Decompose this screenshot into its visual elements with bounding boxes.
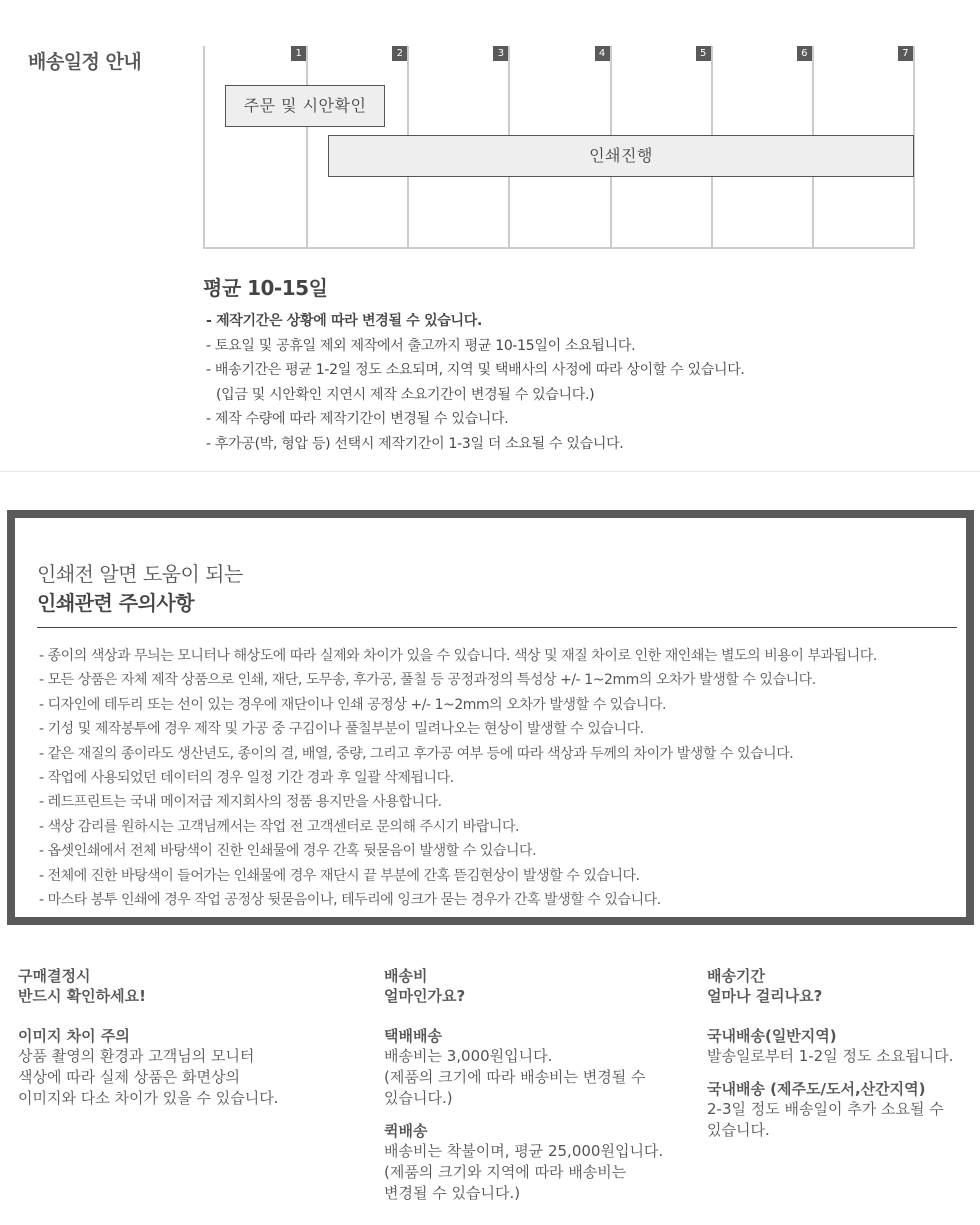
caution-item: - 모든 상품은 자체 제작 상품으로 인쇄, 재단, 도무송, 후가공, 풀칠 등 공정과정의 특성상 +/- 1~2mm의 오차가 발생할 수 있습니다. <box>39 672 816 689</box>
caution-item: - 마스타 봉투 인쇄에 경우 작업 공정상 뒷묻음이나, 테두리에 잉크가 묻는 경우가 간혹 발생할 수 있습니다. <box>39 892 661 909</box>
caution-item: - 기성 및 제작봉투에 경우 제작 및 가공 중 구김이나 풀칠부분이 밀려나오는 현상이 발생할 수 있습니다. <box>39 721 644 738</box>
info-text: 배송비는 3,000원입니다. <box>384 1047 553 1065</box>
info-heading: 배송비 <box>384 967 428 985</box>
caution-item: - 작업에 사용되었던 데이터의 경우 일정 기간 경과 후 일괄 삭제됩니다. <box>39 770 454 787</box>
section-divider <box>0 471 980 472</box>
schedule-bar-order-proof: 주문 및 시안확인 <box>225 85 385 127</box>
info-shipping-cost <box>384 966 684 1204</box>
info-subheading: 국내배송 (제주도/도서,산간지역) <box>707 1080 926 1098</box>
info-text: 있습니다.) <box>384 1089 453 1107</box>
day-number: 4 <box>595 46 610 61</box>
info-heading: 얼마인가요? <box>384 987 466 1005</box>
info-text: 색상에 따라 실제 상품은 화면상의 <box>18 1068 240 1086</box>
caution-item: - 전체에 진한 바탕색이 들어가는 인쇄물에 경우 재단시 끝 부분에 간혹 뜯김현상이 발생할 수 있습니다. <box>39 867 640 884</box>
caution-item: - 옵셋인쇄에서 전체 바탕색이 진한 인쇄물에 경우 간혹 뒷묻음이 발생할 수 있습니다. <box>39 843 537 860</box>
day-number: 6 <box>797 46 812 61</box>
day-number: 1 <box>291 46 306 61</box>
info-text: 이미지와 다소 차이가 있을 수 있습니다. <box>18 1089 279 1107</box>
schedule-title: 배송일정 안내 <box>28 51 142 73</box>
info-heading: 얼마나 걸리나요? <box>707 987 823 1005</box>
caution-subtitle: 인쇄전 알면 도움이 되는 <box>37 562 243 586</box>
info-heading: 반드시 확인하세요! <box>18 987 146 1005</box>
info-text: 있습니다. <box>707 1121 770 1139</box>
info-subheading: 국내배송(일반지역) <box>707 1027 837 1045</box>
caution-item: - 디자인에 테두리 또는 선이 있는 경우에 재단이나 인쇄 공정상 +/- 1~2mm의 오차가 발생할 수 있습니다. <box>39 696 667 713</box>
caution-item: - 색상 감리를 원하시는 고객님께서는 작업 전 고객센터로 문의해 주시기 바랍니다. <box>39 818 520 835</box>
note-item: (입금 및 시안확인 지연시 제작 소요기간이 변경될 수 있습니다.) <box>216 386 595 403</box>
caution-list <box>39 644 877 912</box>
info-purchase <box>18 966 348 1109</box>
info-heading: 배송기간 <box>707 967 765 985</box>
info-text: 발송일로부터 1-2일 정도 소요됩니다. <box>707 1047 954 1065</box>
note-item: - 후가공(박, 형압 등) 선택시 제작기간이 1-3일 더 소요될 수 있습니다. <box>206 435 624 452</box>
day-number: 3 <box>493 46 508 61</box>
caution-box <box>7 510 974 925</box>
note-item: - 배송기간은 평균 1-2일 정도 소요되며, 지역 및 택배사의 사정에 따라 상이할 수 있습니다. <box>206 362 745 378</box>
day-number: 2 <box>392 46 407 61</box>
schedule-bar-printing: 인쇄진행 <box>328 135 914 177</box>
caution-item: - 종이의 색상과 무늬는 모니터나 해상도에 따라 실제와 차이가 있을 수 있습니다. 색상 및 재질 차이로 인한 재인쇄는 별도의 비용이 부과됩니다. <box>39 648 877 664</box>
caution-title: 인쇄관련 주의사항 <box>37 591 195 615</box>
caution-item: - 같은 재질의 종이라도 생산년도, 종이의 결, 배열, 중량, 그리고 후가공 여부 등에 따라 색상과 두께의 차이가 발생할 수 있습니다. <box>39 745 794 762</box>
average-period: 평균 10-15일 <box>203 276 328 300</box>
info-text: 변경될 수 있습니다.) <box>384 1184 521 1202</box>
info-text: 상품 촬영의 환경과 고객님의 모니터 <box>18 1047 255 1065</box>
day-number: 5 <box>696 46 711 61</box>
info-text: (제품의 크기에 따라 배송비는 변경될 수 <box>384 1068 646 1086</box>
schedule-notes <box>206 309 745 456</box>
info-text: 2-3일 정도 배송일이 추가 소요될 수 <box>707 1100 944 1118</box>
info-heading: 구매결정시 <box>18 967 91 985</box>
day-column <box>205 46 306 247</box>
info-text: 배송비는 착불이며, 평균 25,000원입니다. <box>384 1142 664 1160</box>
note-item: - 제작기간은 상황에 따라 변경될 수 있습니다. <box>206 313 483 329</box>
day-number: 7 <box>898 46 913 61</box>
caution-item: - 레드프린트는 국내 메이저급 제지회사의 정품 용지만을 사용합니다. <box>39 794 442 811</box>
note-item: - 제작 수량에 따라 제작기간이 변경될 수 있습니다. <box>206 411 509 427</box>
note-item: - 토요일 및 공휴일 제외 제작에서 출고까지 평균 10-15일이 소요됩니다. <box>206 337 636 354</box>
info-subheading: 이미지 차이 주의 <box>18 1027 130 1045</box>
info-shipping-period <box>707 966 980 1141</box>
info-text: (제품의 크기와 지역에 따라 배송비는 <box>384 1163 627 1181</box>
caution-rule <box>37 627 957 628</box>
info-subheading: 퀵배송 <box>384 1122 428 1140</box>
info-subheading: 택배배송 <box>384 1027 442 1045</box>
